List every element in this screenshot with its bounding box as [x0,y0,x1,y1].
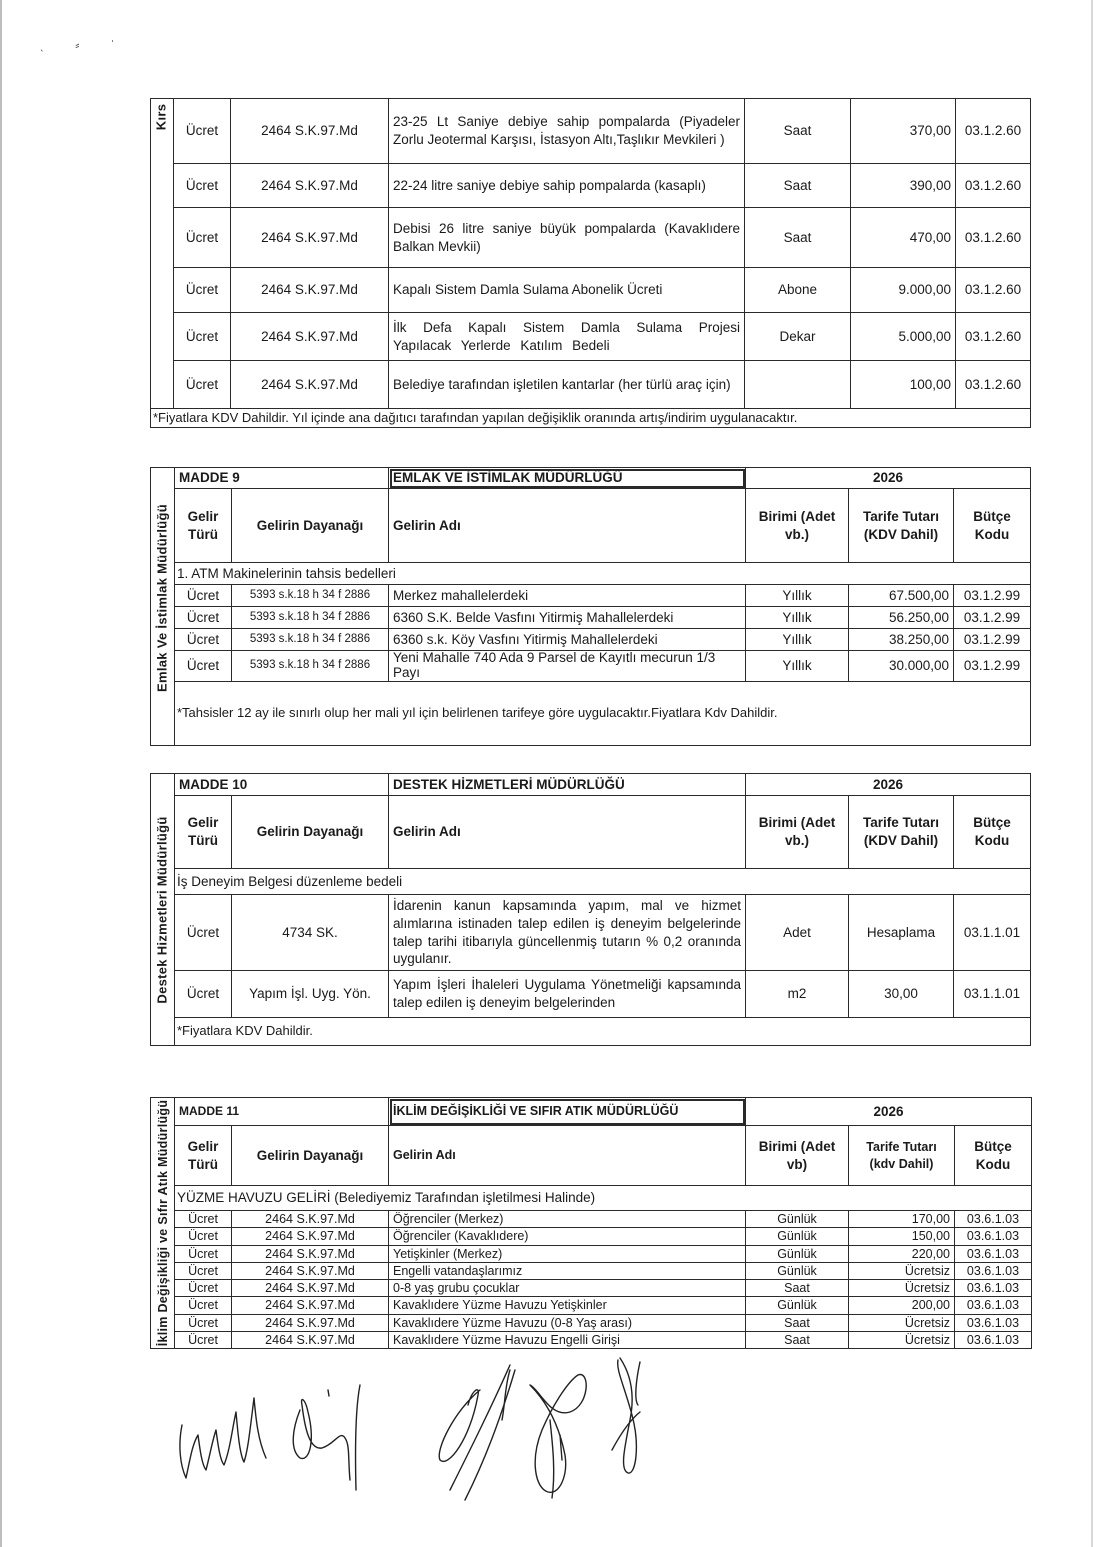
unit: Yıllık [746,629,849,651]
kirs-table [150,98,1031,428]
header-amount: Tarife Tutarı (kdv Dahil) [849,1126,955,1186]
header-revenue-type: Gelir Türü [175,489,232,563]
revenue-basis: 5393 s.k.18 h 34 f 2886 [232,607,389,629]
madde-number: MADDE 10 [175,774,389,796]
group-row [151,1186,1032,1211]
unit: Saat [745,208,851,268]
table-header-row [151,1126,1032,1186]
amount: 390,00 [851,164,956,208]
madde-10-section [150,773,1030,1046]
side-label: Emlak Ve İstimlak Müdürlüğü [151,468,175,746]
revenue-type: Ücret [175,607,232,629]
unit: Saat [745,164,851,208]
table-row [151,971,1031,1018]
revenue-name: 6360 s.k. Köy Vasfını Yitirmiş Mahallelerdeki [389,629,746,651]
unit: Günlük [746,1245,849,1262]
revenue-type: Ücret [175,1314,232,1331]
table-note-row [151,681,1031,745]
header-budget-code: Bütçe Kodu [954,489,1031,563]
table-title-row [151,1098,1032,1126]
revenue-type: Ücret [175,629,232,651]
budget-code: 03.1.2.60 [956,313,1031,361]
table-row [151,651,1031,682]
signatures [150,1350,900,1510]
madde-number: MADDE 9 [175,468,389,489]
revenue-basis: 2464 S.K.97.Md [232,1314,389,1331]
budget-code: 03.1.2.60 [956,361,1031,409]
header-budget-code: Bütçe Kodu [954,796,1031,869]
revenue-type: Ücret [175,1331,232,1348]
budget-code: 03.6.1.03 [955,1297,1032,1314]
revenue-name: Yeni Mahalle 740 Ada 9 Parsel de Kayıtlı mecurun 1/3 Payı [389,651,746,682]
revenue-type: Ücret [175,1297,232,1314]
header-revenue-type: Gelir Türü [175,1126,232,1186]
year-header: 2026 [746,774,1031,796]
unit: Saat [746,1280,849,1297]
budget-code: 03.1.2.60 [956,99,1031,164]
budget-code: 03.1.1.01 [954,895,1031,971]
revenue-type: Ücret [175,1280,232,1297]
signature-5 [612,1358,640,1473]
department-title: İKLİM DEĞİŞİKLİĞİ VE SIFIR ATIK MÜDÜRLÜĞÜ [389,1098,746,1126]
madde-10-table [150,773,1031,1046]
amount: 67.500,00 [849,585,954,607]
table-title-row [151,468,1031,489]
revenue-basis: 2464 S.K.97.Md [232,1245,389,1262]
group-row [151,563,1031,585]
revenue-type: Ücret [174,268,231,313]
kirs-table-section [150,98,1030,428]
table-row [151,1297,1032,1314]
budget-code: 03.6.1.03 [955,1314,1032,1331]
table-row [151,585,1031,607]
unit: Saat [745,99,851,164]
amount: 56.250,00 [849,607,954,629]
table-row [151,895,1031,971]
revenue-basis: Yapım İşl. Uyg. Yön. [232,971,389,1018]
table-note: *Fiyatlara KDV Dahildir. [175,1018,1031,1046]
table-row [151,1314,1032,1331]
table-row [151,1262,1032,1279]
header-revenue-basis: Gelirin Dayanağı [232,489,389,563]
revenue-type: Ücret [174,99,231,164]
unit: m2 [746,971,849,1018]
revenue-type: Ücret [174,313,231,361]
table-title-row [151,774,1031,796]
budget-code: 03.1.1.01 [954,971,1031,1018]
amount: 30.000,00 [849,651,954,682]
group-row [151,869,1031,895]
amount: Hesaplama [849,895,954,971]
header-revenue-basis: Gelirin Dayanağı [232,1126,389,1186]
side-label: Kırs [151,99,174,409]
table-row [151,1211,1032,1228]
amount: 5.000,00 [851,313,956,361]
table-row [151,313,1031,361]
budget-code: 03.6.1.03 [955,1331,1032,1348]
group-label: İş Deneyim Belgesi düzenleme bedeli [175,869,1031,895]
budget-code: 03.6.1.03 [955,1228,1032,1245]
department-title: EMLAK VE İSTİMLAK MÜDÜRLÜĞÜ [389,468,746,489]
budget-code: 03.6.1.03 [955,1245,1032,1262]
budget-code: 03.1.2.99 [954,651,1031,682]
unit: Günlük [746,1297,849,1314]
budget-code: 03.1.2.60 [956,208,1031,268]
unit: Yıllık [746,651,849,682]
header-unit: Birimi (Adet vb.) [746,796,849,869]
header-revenue-basis: Gelirin Dayanağı [232,796,389,869]
side-label: İklim Değişikliği ve Sıfır Atık Müdürlüğü [151,1098,175,1349]
revenue-name: Öğrenciler (Kavaklıdere) [389,1228,746,1245]
revenue-type: Ücret [175,895,232,971]
revenue-name: Merkez mahallelerdeki [389,585,746,607]
table-note-row [151,409,1031,428]
header-amount: Tarife Tutarı (KDV Dahil) [849,796,954,869]
table-row [151,1280,1032,1297]
madde-11-table [150,1097,1032,1349]
unit: Günlük [746,1211,849,1228]
table-row [151,164,1031,208]
revenue-basis: 2464 S.K.97.Md [231,208,389,268]
header-budget-code: Bütçe Kodu [955,1126,1032,1186]
revenue-name: Kavaklıdere Yüzme Havuzu Yetişkinler [389,1297,746,1314]
revenue-basis: 2464 S.K.97.Md [231,361,389,409]
table-note: *Tahsisler 12 ay ile sınırlı olup her mali yıl için belirlenen tarifeye göre uygulacaktır.Fiyatlara Kdv Dahildir. [175,681,1031,745]
amount: 38.250,00 [849,629,954,651]
revenue-name: İlk Defa Kapalı Sistem Damla Sulama Projesi Yapılacak Yerlerde Katılım Bedeli [389,313,745,361]
revenue-basis: 2464 S.K.97.Md [232,1297,389,1314]
revenue-basis: 2464 S.K.97.Md [232,1280,389,1297]
revenue-basis: 2464 S.K.97.Md [231,164,389,208]
unit: Yıllık [746,607,849,629]
revenue-basis: 2464 S.K.97.Md [232,1211,389,1228]
table-row [151,1331,1032,1348]
amount: Ücretsiz [849,1314,955,1331]
budget-code: 03.6.1.03 [955,1211,1032,1228]
table-row [151,629,1031,651]
department-title: DESTEK HİZMETLERİ MÜDÜRLÜĞÜ [389,774,746,796]
revenue-type: Ücret [174,208,231,268]
header-unit: Birimi (Adet vb.) [746,489,849,563]
amount: 100,00 [851,361,956,409]
revenue-basis: 5393 s.k.18 h 34 f 2886 [232,585,389,607]
unit: Adet [746,895,849,971]
unit: Günlük [746,1228,849,1245]
amount: 470,00 [851,208,956,268]
table-header-row [151,796,1031,869]
unit: Saat [746,1314,849,1331]
budget-code: 03.1.2.99 [954,607,1031,629]
revenue-name: Kapalı Sistem Damla Sulama Abonelik Ücreti [389,268,745,313]
revenue-name: Öğrenciler (Merkez) [389,1211,746,1228]
amount: 170,00 [849,1211,955,1228]
revenue-name: 0-8 yaş grubu çocuklar [389,1280,746,1297]
budget-code: 03.6.1.03 [955,1280,1032,1297]
table-row [151,361,1031,409]
table-note-row [151,1018,1031,1046]
revenue-name: Kavaklıdere Yüzme Havuzu Engelli Girişi [389,1331,746,1348]
revenue-basis: 2464 S.K.97.Md [232,1262,389,1279]
amount: 200,00 [849,1297,955,1314]
revenue-type: Ücret [175,585,232,607]
amount: 9.000,00 [851,268,956,313]
header-revenue-name: Gelirin Adı [389,1126,746,1186]
scan-marks: ˎ ⸗ ˈ [40,38,129,52]
signature-4 [530,1375,586,1498]
table-row [151,1228,1032,1245]
table-row [151,268,1031,313]
revenue-type: Ücret [175,1262,232,1279]
table-row [151,99,1031,164]
madde-number: MADDE 11 [175,1098,389,1126]
budget-code: 03.6.1.03 [955,1262,1032,1279]
revenue-name: 22-24 litre saniye debiye sahip pompalarda (kasaplı) [389,164,745,208]
amount: Ücretsiz [849,1331,955,1348]
header-amount: Tarife Tutarı (KDV Dahil) [849,489,954,563]
budget-code: 03.1.2.99 [954,585,1031,607]
side-label: Destek Hizmetleri Müdürlüğü [151,774,175,1046]
revenue-basis: 4734 SK. [232,895,389,971]
amount: Ücretsiz [849,1262,955,1279]
year-header: 2026 [746,1098,1032,1126]
table-header-row [151,489,1031,563]
revenue-basis: 5393 s.k.18 h 34 f 2886 [232,651,389,682]
header-unit: Birimi (Adet vb) [746,1126,849,1186]
table-note: *Fiyatlara KDV Dahildir. Yıl içinde ana dağıtıcı tarafından yapılan değişiklik oranında artış/indirim uygulanacaktır. [151,409,1031,428]
madde-9-section [150,467,1030,746]
table-row [151,1245,1032,1262]
revenue-name: İdarenin kanun kapsamında yapım, mal ve hizmet alımlarına istinaden talep edilen iş deneyim belgelerinde talep tarihi itibarıyla güncellenmiş tutarın % 0,2 oranında uygulanır. [389,895,746,971]
revenue-type: Ücret [174,361,231,409]
group-label: YÜZME HAVUZU GELİRİ (Belediyemiz Tarafından işletilmesi Halinde) [175,1186,1032,1211]
revenue-name: 23-25 Lt Saniye debiye sahip pompalarda (Piyadeler Zorlu Jeotermal Karşısı, İstasyon Altı,Taşlıkır Mevkileri ) [389,99,745,164]
amount: 370,00 [851,99,956,164]
revenue-basis: 2464 S.K.97.Md [231,313,389,361]
revenue-name: 6360 S.K. Belde Vasfını Yitirmiş Mahallelerdeki [389,607,746,629]
header-revenue-name: Gelirin Adı [389,489,746,563]
revenue-name: Engelli vatandaşlarımız [389,1262,746,1279]
unit: Günlük [746,1262,849,1279]
signature-1 [180,1398,266,1478]
revenue-type: Ücret [175,651,232,682]
table-row [151,208,1031,268]
amount: 220,00 [849,1245,955,1262]
revenue-name: Yapım İşleri İhaleleri Uygulama Yönetmeliği kapsamında talep edilen iş deneyim belgelerinden [389,971,746,1018]
revenue-type: Ücret [175,1211,232,1228]
revenue-type: Ücret [175,1228,232,1245]
unit: Abone [745,268,851,313]
signature-3 [439,1365,515,1500]
group-label: 1. ATM Makinelerinin tahsis bedelleri [175,563,1031,585]
unit [745,361,851,409]
amount: 150,00 [849,1228,955,1245]
revenue-basis: 2464 S.K.97.Md [231,268,389,313]
header-revenue-type: Gelir Türü [175,796,232,869]
madde-11-section [150,1097,1031,1349]
budget-code: 03.1.2.99 [954,629,1031,651]
revenue-type: Ücret [175,971,232,1018]
revenue-name: Belediye tarafından işletilen kantarlar (her türlü araç için) [389,361,745,409]
unit: Dekar [745,313,851,361]
amount: 30,00 [849,971,954,1018]
revenue-name: Yetişkinler (Merkez) [389,1245,746,1262]
header-revenue-name: Gelirin Adı [389,796,746,869]
scan-left-edge [0,0,2,1547]
budget-code: 03.1.2.60 [956,164,1031,208]
revenue-type: Ücret [174,164,231,208]
year-header: 2026 [746,468,1031,489]
revenue-basis: 2464 S.K.97.Md [232,1228,389,1245]
unit: Yıllık [746,585,849,607]
madde-9-table [150,467,1031,746]
revenue-name: Debisi 26 litre saniye büyük pompalarda (Kavaklıdere Balkan Mevkii) [389,208,745,268]
signature-2 [293,1385,360,1490]
budget-code: 03.1.2.60 [956,268,1031,313]
table-row [151,607,1031,629]
revenue-basis: 5393 s.k.18 h 34 f 2886 [232,629,389,651]
revenue-basis: 2464 S.K.97.Md [232,1331,389,1348]
amount: Ücretsiz [849,1280,955,1297]
unit: Saat [746,1331,849,1348]
revenue-name: Kavaklıdere Yüzme Havuzu (0-8 Yaş arası) [389,1314,746,1331]
revenue-basis: 2464 S.K.97.Md [231,99,389,164]
revenue-type: Ücret [175,1245,232,1262]
